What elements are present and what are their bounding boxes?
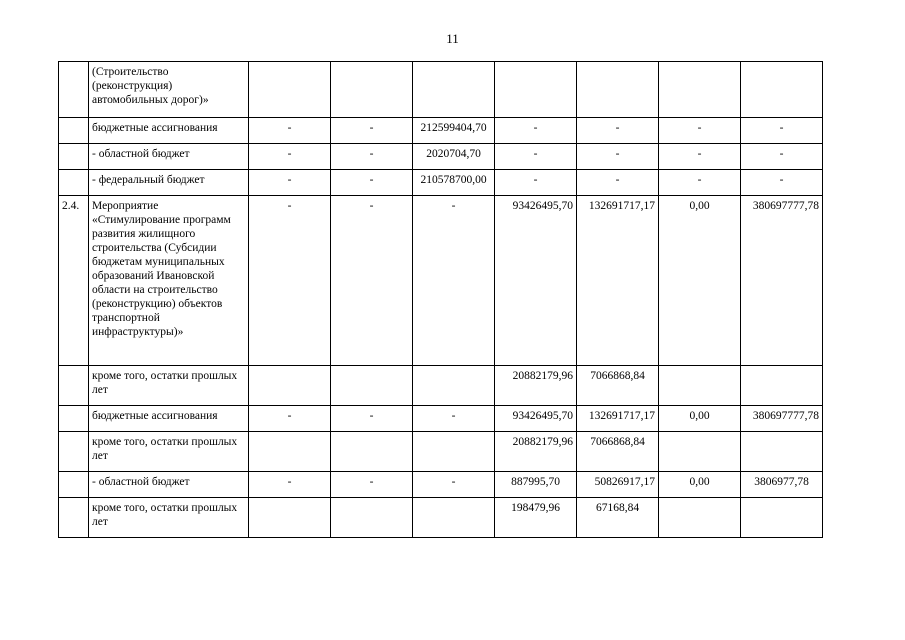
item-name-cell: Мероприятие «Стимулирование программ развития жилищного строительства (Субсидии бюджетам муниципальных образований Ивановской области на строительство (реконструкцию) объектов транспортной инфраструктуры)» [89, 196, 249, 366]
value-cell: - [741, 170, 823, 196]
value-cell: - [249, 144, 331, 170]
value-cell [331, 366, 413, 406]
value-cell: - [331, 472, 413, 498]
table-row [59, 406, 823, 432]
value-cell [413, 432, 495, 472]
value-cell: 132691717,17 [577, 406, 659, 432]
value-cell: 93426495,70 [495, 196, 577, 366]
value-cell: - [331, 196, 413, 366]
value-cell: - [249, 118, 331, 144]
row-number-cell [59, 498, 89, 538]
value-cell [331, 432, 413, 472]
value-cell: 67168,84 [577, 498, 659, 538]
page-number: 11 [446, 31, 459, 46]
value-cell [331, 62, 413, 118]
table-row [59, 170, 823, 196]
item-name-cell: - областной бюджет [89, 472, 249, 498]
row-number-cell: 2.4. [59, 196, 89, 366]
table-row [59, 472, 823, 498]
value-cell: 0,00 [659, 406, 741, 432]
row-number-cell [59, 366, 89, 406]
value-cell [741, 62, 823, 118]
value-cell: 7066868,84 [577, 366, 659, 406]
item-name-cell: - федеральный бюджет [89, 170, 249, 196]
value-cell: - [741, 118, 823, 144]
value-cell [413, 366, 495, 406]
table-row [59, 62, 823, 118]
value-cell: 7066868,84 [577, 432, 659, 472]
value-cell [249, 498, 331, 538]
value-cell [741, 498, 823, 538]
row-number-cell [59, 472, 89, 498]
value-cell: 50826917,17 [577, 472, 659, 498]
table-row [59, 498, 823, 538]
value-cell: - [495, 170, 577, 196]
value-cell: - [413, 472, 495, 498]
item-name-cell: бюджетные ассигнования [89, 118, 249, 144]
value-cell [577, 62, 659, 118]
value-cell [659, 432, 741, 472]
value-cell: - [659, 170, 741, 196]
value-cell: 3806977,78 [741, 472, 823, 498]
table-row [59, 196, 823, 366]
row-number-cell [59, 144, 89, 170]
row-number-cell [59, 170, 89, 196]
value-cell [659, 498, 741, 538]
value-cell: - [249, 196, 331, 366]
value-cell: - [249, 170, 331, 196]
item-name-cell: кроме того, остатки прошлых лет [89, 498, 249, 538]
value-cell: 210578700,00 [413, 170, 495, 196]
row-number-cell [59, 118, 89, 144]
value-cell [249, 432, 331, 472]
value-cell [495, 62, 577, 118]
value-cell: 0,00 [659, 472, 741, 498]
table-row [59, 144, 823, 170]
value-cell [741, 432, 823, 472]
value-cell: 0,00 [659, 196, 741, 366]
table-row [59, 432, 823, 472]
item-name-cell: - областной бюджет [89, 144, 249, 170]
value-cell: 380697777,78 [741, 196, 823, 366]
value-cell: 20882179,96 [495, 366, 577, 406]
value-cell: 380697777,78 [741, 406, 823, 432]
value-cell: 20882179,96 [495, 432, 577, 472]
budget-table-body [59, 62, 823, 538]
value-cell [249, 366, 331, 406]
item-name-cell: (Строительство (реконструкция) автомобильных дорог)» [89, 62, 249, 118]
value-cell: - [741, 144, 823, 170]
value-cell: - [495, 118, 577, 144]
item-name-cell: бюджетные ассигнования [89, 406, 249, 432]
table-row [59, 118, 823, 144]
value-cell: - [413, 406, 495, 432]
value-cell [413, 62, 495, 118]
value-cell: 212599404,70 [413, 118, 495, 144]
value-cell [659, 62, 741, 118]
value-cell: 198479,96 [495, 498, 577, 538]
value-cell: - [331, 170, 413, 196]
value-cell: - [577, 144, 659, 170]
value-cell [413, 498, 495, 538]
value-cell: 93426495,70 [495, 406, 577, 432]
value-cell [659, 366, 741, 406]
table-row [59, 366, 823, 406]
value-cell: 2020704,70 [413, 144, 495, 170]
value-cell: - [659, 144, 741, 170]
value-cell: - [577, 118, 659, 144]
row-number-cell [59, 62, 89, 118]
value-cell: - [331, 144, 413, 170]
value-cell: - [331, 118, 413, 144]
value-cell [741, 366, 823, 406]
budget-table [58, 61, 823, 538]
row-number-cell [59, 432, 89, 472]
value-cell: - [577, 170, 659, 196]
item-name-cell: кроме того, остатки прошлых лет [89, 366, 249, 406]
value-cell [249, 62, 331, 118]
value-cell: - [413, 196, 495, 366]
row-number-cell [59, 406, 89, 432]
value-cell: - [495, 144, 577, 170]
value-cell: 887995,70 [495, 472, 577, 498]
value-cell [331, 498, 413, 538]
value-cell: - [659, 118, 741, 144]
value-cell: - [249, 472, 331, 498]
value-cell: - [249, 406, 331, 432]
item-name-cell: кроме того, остатки прошлых лет [89, 432, 249, 472]
value-cell: 132691717,17 [577, 196, 659, 366]
value-cell: - [331, 406, 413, 432]
